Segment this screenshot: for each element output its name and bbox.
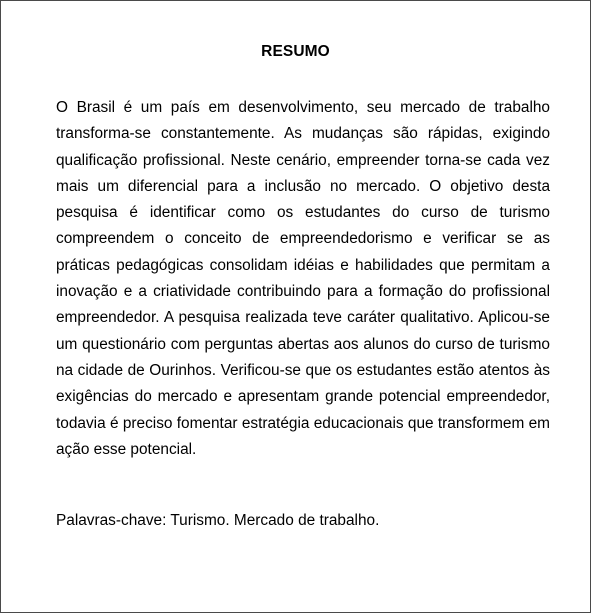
keywords-line: Palavras-chave: Turismo. Mercado de trabalho. bbox=[56, 512, 380, 529]
page-title: RESUMO bbox=[261, 43, 330, 60]
abstract-paragraph: O Brasil é um país em desenvolvimento, seu mercado de trabalho transforma-se constantemente. As mudanças são rápidas, exigindo qualificação profissional. Neste cenário, empreender torna-se cada vez mais um diferencial para a inclusão no mercado. O objetivo desta pesquisa é identificar como os estudantes do curso de turismo compreendem o conceito de empreendedorismo e verificar se as práticas pedagógicas consolidam idéias e habilidades que permitam a inovação e a criatividade contribuindo para a formação do profissional empreendedor. A pesquisa realizada teve caráter qualitativo. Aplicou-se um questionário com perguntas abertas aos alunos do curso de turismo na cidade de Ourinhos. Verificou-se que os estudantes estão atentos às exigências do mercado e apresentam grande potencial empreendedor, todavia é preciso fomentar estratégia educacionais que transformem em ação esse potencial. bbox=[56, 99, 550, 458]
